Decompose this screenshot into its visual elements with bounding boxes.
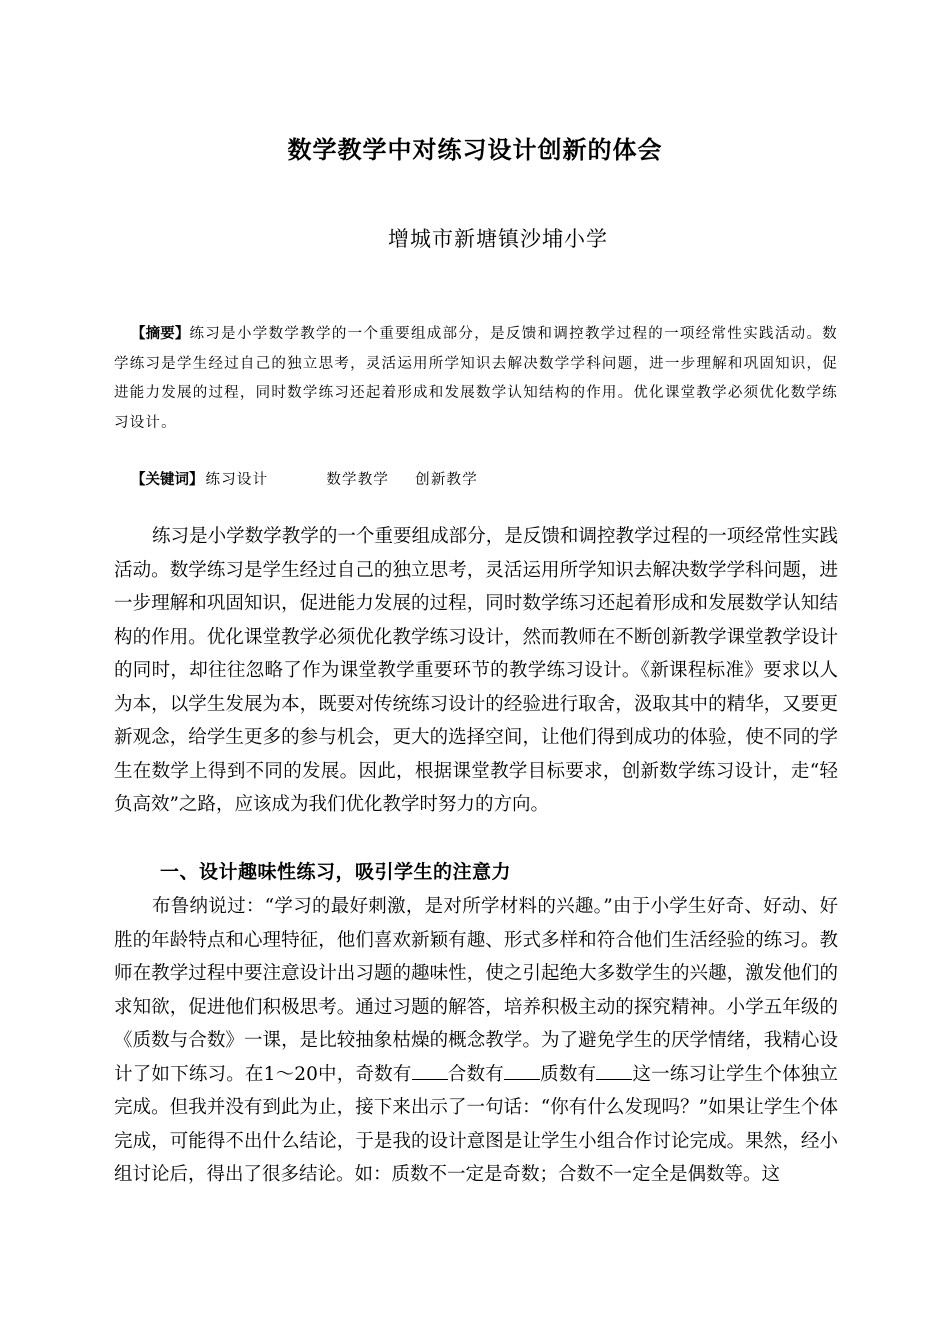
paragraph-text: 合数有 — [447, 1063, 504, 1085]
paragraph-text: 布鲁纳说过：“学习的最好刺激，是对所学材料的兴趣。”由于小学生好奇、好动、好胜的年龄特点和心理特征，他们喜欢新颖有趣、形式多样和符合他们生活经验的练习。教师在教学过程中要注意设计出习题的趣味性，使之引起绝大多数学生的兴趣，激发他们的求知欲，促进他们积极思考。通过习题的解答，培养积极主动的探究精神。小学五年级的《质数与合数》一课，是比较抽象枯燥的概念教学。为了避免学生的厌学情绪，我精心设计了如下练习。在1～20中，奇数有 — [114, 896, 838, 1085]
keyword-item: 创新教学 — [415, 472, 478, 488]
body-paragraph-intro: 练习是小学数学教学的一个重要组成部分，是反馈和调控教学过程的一项经常性实践活动。数学练习是学生经过自己的独立思考，灵活运用所学知识去解决数学学科问题，进一步理解和巩固知识，促进能力发展的过程，同时数学练习还起着形成和发展数学认知结构的作用。优化课堂教学必须优化教学练习设计，然而教师在不断创新教学课堂教学设计的同时，却往往忽略了作为课堂教学重要环节的教学练习设计。《新课程标准》要求以人为本，以学生发展为本，既要对传统练习设计的经验进行取舍，汲取其中的精华，又要更新观念，给学生更多的参与机会，更大的选择空间，让他们得到成功的体验，使不同的学生在数学上得到不同的发展。因此，根据课堂教学目标要求，创新数学练习设计，走“轻负高效”之路，应该成为我们优化教学时努力的方向。 — [114, 526, 838, 815]
fill-in-blank — [504, 1061, 540, 1080]
author-affiliation: 增城市新塘镇沙埔小学 — [388, 227, 608, 251]
fill-in-blank — [596, 1061, 632, 1080]
abstract-paragraph — [114, 320, 838, 438]
paragraph-text: 这一练习让学生个体独立完成。但我并没有到此为止，接下来出示了一句话：“你有什么发现吗？”如果让学生个体完成，可能得不出什么结论，于是我的设计意图是让学生小组合作讨论完成。果然，经小组讨论后，得出了很多结论。如：质数不一定是奇数；合数不一定全是偶数等。这 — [114, 1063, 838, 1185]
keyword-item: 数学教学 — [326, 472, 390, 488]
keyword-item: 练习设计 — [205, 472, 269, 488]
keywords-line — [131, 466, 478, 494]
abstract-text: 练习是小学数学教学的一个重要组成部分，是反馈和调控教学过程的一项经常性实践活动。数学练习是学生经过自己的独立思考，灵活运用所学知识去解决数学学科问题，进一步理解和巩固知识，促进能力发展的过程，同时数学练习还起着形成和发展数学认知结构的作用。优化课堂教学必须优化数学练习设计。 — [114, 326, 838, 431]
section-heading: 一、设计趣味性练习，吸引学生的注意力 — [160, 861, 512, 883]
abstract-tag: 【摘要】 — [131, 326, 190, 342]
keywords-tag: 【关键词】 — [131, 472, 204, 488]
document-title: 数学教学中对练习设计创新的体会 — [287, 136, 663, 164]
body-paragraph-section-1 — [114, 890, 838, 1192]
paragraph-text: 质数有 — [539, 1063, 597, 1085]
fill-in-blank — [412, 1061, 448, 1080]
